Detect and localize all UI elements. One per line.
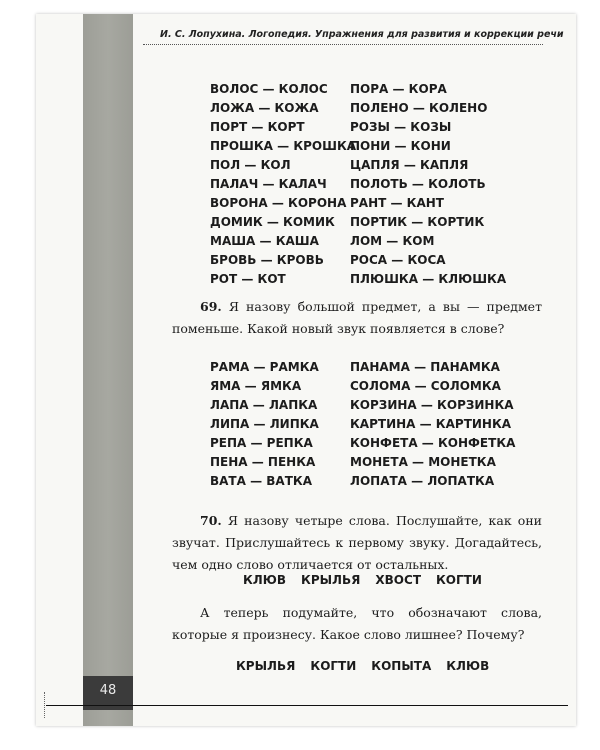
word-pair: ЛОПАТА — ЛОПАТКА — [350, 474, 495, 488]
footer-rule — [46, 705, 568, 706]
word-pair: ПОЛ — КОЛ — [210, 158, 291, 172]
word-pair: ПОЛЕНО — КОЛЕНО — [350, 101, 488, 115]
word-pair: ПОЛОТЬ — КОЛОТЬ — [350, 177, 486, 191]
exercise-instruction: Я назову четыре слова. Послушайте, как они звучат. Прислушайтесь к первому звуку. Догадайтесь, чем одно слово отличается от остальных. — [172, 513, 542, 572]
word-pair: РАНТ — КАНТ — [350, 196, 444, 210]
word-pair: ПОРА — КОРА — [350, 82, 447, 96]
exercise-number: 70. — [200, 513, 222, 528]
exercise-70-followup: А теперь подумайте, что обозначают слова, которые я произнесу. Какое слово лишнее? Почему? — [172, 605, 542, 642]
word: КОГТИ — [310, 659, 357, 673]
word-pair: ЛАПА — ЛАПКА — [210, 398, 318, 412]
word-pair: ПОРТ — КОРТ — [210, 120, 305, 134]
word-pair: ПОРТИК — КОРТИК — [350, 215, 485, 229]
word: КОПЫТА — [371, 659, 432, 673]
scan-edge-marks — [44, 692, 53, 718]
word-pair: ПЕНА — ПЕНКА — [210, 455, 316, 469]
word-pair: КОНФЕТА — КОНФЕТКА — [350, 436, 516, 450]
page-number: 48 — [99, 683, 117, 698]
word-pair: ДОМИК — КОМИК — [210, 215, 335, 229]
word-pair: ПЛЮШКА — КЛЮШКА — [350, 272, 507, 286]
word-pair: ЦАПЛЯ — КАПЛЯ — [350, 158, 469, 172]
word-pairs-right-2 — [350, 358, 515, 491]
header-rule — [143, 44, 543, 45]
word-pairs-left-1 — [210, 80, 356, 289]
word: КОГТИ — [436, 573, 482, 587]
margin-band — [83, 14, 133, 726]
word-pair: ЛОЖА — КОЖА — [210, 101, 319, 115]
word-pair: РОТ — КОТ — [210, 272, 286, 286]
word-pair: РЕПА — РЕПКА — [210, 436, 313, 450]
word: ХВОСТ — [375, 573, 421, 587]
word-pair: РОСА — КОСА — [350, 253, 446, 267]
word-pairs-right-1 — [350, 80, 506, 289]
word-pair: ВОЛОС — КОЛОС — [210, 82, 328, 96]
word-pair: ПОНИ — КОНИ — [350, 139, 451, 153]
word-pair: КОРЗИНА — КОРЗИНКА — [350, 398, 514, 412]
word-pair: МАША — КАША — [210, 234, 319, 248]
word: КРЫЛЬЯ — [301, 573, 361, 587]
word-pair: РОЗЫ — КОЗЫ — [350, 120, 452, 134]
word-pair: ПАНАМА — ПАНАМКА — [350, 360, 500, 374]
exercise-number: 69. — [200, 299, 222, 314]
word-pair: ЯМА — ЯМКА — [210, 379, 302, 393]
exercise-instruction: Я назову большой предмет, а вы — предмет поменьше. Какой новый звук появляется в слове? — [172, 299, 542, 336]
word-pair: СОЛОМА — СОЛОМКА — [350, 379, 501, 393]
word-pair: ПРОШКА — КРОШКА — [210, 139, 357, 153]
word-pair: ВАТА — ВАТКА — [210, 474, 312, 488]
word: КРЫЛЬЯ — [236, 659, 296, 673]
word: КЛЮВ — [243, 573, 287, 587]
word-pair: БРОВЬ — КРОВЬ — [210, 253, 324, 267]
word-pair: ВОРОНА — КОРОНА — [210, 196, 347, 210]
exercise-69-text — [172, 296, 542, 340]
word-pair: ПАЛАЧ — КАЛАЧ — [210, 177, 327, 191]
running-header: И. С. Лопухина. Логопедия. Упражнения для развития и коррекции речи — [160, 29, 564, 40]
word-set-2 — [236, 659, 489, 673]
word-pair: РАМА — РАМКА — [210, 360, 319, 374]
exercise-70-text — [172, 510, 542, 576]
word-pair: ЛИПА — ЛИПКА — [210, 417, 319, 431]
word: КЛЮВ — [446, 659, 490, 673]
word-pair: МОНЕТА — МОНЕТКА — [350, 455, 496, 469]
word-pair: ЛОМ — КОМ — [350, 234, 435, 248]
word-set-1 — [243, 573, 482, 587]
word-pair: КАРТИНА — КАРТИНКА — [350, 417, 512, 431]
word-pairs-left-2 — [210, 358, 319, 491]
